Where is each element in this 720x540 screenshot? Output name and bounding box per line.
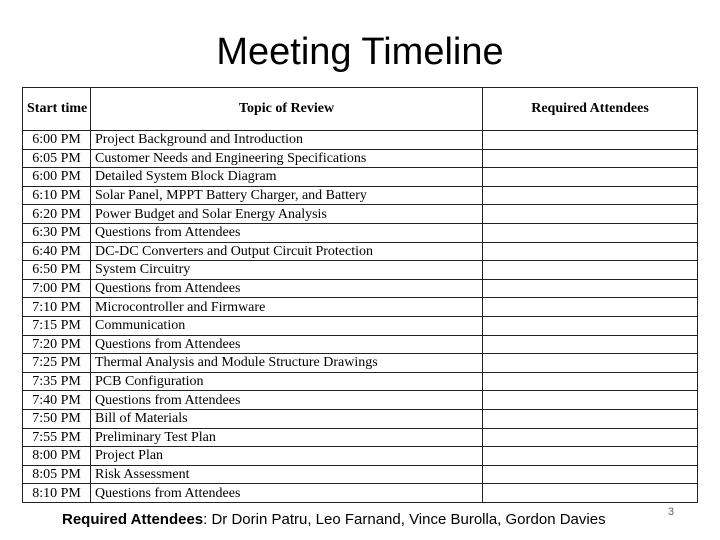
timeline-table-body [23, 131, 698, 503]
slide-title: Meeting Timeline [216, 31, 504, 73]
table-row [23, 223, 698, 242]
topic-cell: Questions from Attendees [91, 391, 483, 410]
table-header-row [23, 88, 698, 131]
table-row [23, 391, 698, 410]
attendees-cell [483, 409, 698, 428]
attendees-cell [483, 242, 698, 261]
table-row [23, 354, 698, 373]
start-time-cell: 8:10 PM [23, 484, 91, 503]
start-time-cell: 6:10 PM [23, 186, 91, 205]
table-row [23, 298, 698, 317]
table-row [23, 428, 698, 447]
required-attendees-footer [62, 510, 606, 530]
table-row [23, 409, 698, 428]
start-time-cell: 6:50 PM [23, 261, 91, 280]
header-required-attendees: Required Attendees [483, 88, 698, 131]
table-row [23, 149, 698, 168]
start-time-cell: 6:20 PM [23, 205, 91, 224]
topic-cell: Project Background and Introduction [91, 131, 483, 150]
attendees-cell [483, 186, 698, 205]
table-row [23, 186, 698, 205]
topic-cell: Questions from Attendees [91, 335, 483, 354]
attendees-cell [483, 391, 698, 410]
start-time-cell: 7:10 PM [23, 298, 91, 317]
attendees-cell [483, 335, 698, 354]
table-row [23, 372, 698, 391]
attendees-cell [483, 372, 698, 391]
table-row [23, 205, 698, 224]
attendees-cell [483, 316, 698, 335]
start-time-cell: 7:50 PM [23, 409, 91, 428]
attendees-cell [483, 131, 698, 150]
attendees-cell [483, 261, 698, 280]
start-time-cell: 7:40 PM [23, 391, 91, 410]
table-row [23, 465, 698, 484]
attendees-cell [483, 149, 698, 168]
topic-cell: Preliminary Test Plan [91, 428, 483, 447]
start-time-cell: 7:35 PM [23, 372, 91, 391]
required-attendees-label: Required Attendees [62, 511, 204, 528]
table-row [23, 316, 698, 335]
topic-cell: Microcontroller and Firmware [91, 298, 483, 317]
topic-cell: Questions from Attendees [91, 484, 483, 503]
required-attendees-names: : Dr Dorin Patru, Leo Farnand, Vince Burolla, Gordon Davies [203, 511, 606, 528]
topic-cell: Questions from Attendees [91, 279, 483, 298]
start-time-cell: 7:55 PM [23, 428, 91, 447]
table-row [23, 484, 698, 503]
table-row [23, 242, 698, 261]
topic-cell: Project Plan [91, 447, 483, 466]
attendees-cell [483, 298, 698, 317]
topic-cell: Solar Panel, MPPT Battery Charger, and Battery [91, 186, 483, 205]
topic-cell: DC-DC Converters and Output Circuit Protection [91, 242, 483, 261]
attendees-cell [483, 428, 698, 447]
topic-cell: Thermal Analysis and Module Structure Drawings [91, 354, 483, 373]
start-time-cell: 7:20 PM [23, 335, 91, 354]
attendees-cell [483, 279, 698, 298]
start-time-cell: 8:05 PM [23, 465, 91, 484]
table-row [23, 168, 698, 187]
topic-cell: Power Budget and Solar Energy Analysis [91, 205, 483, 224]
start-time-cell: 6:00 PM [23, 131, 91, 150]
attendees-cell [483, 168, 698, 187]
start-time-cell: 7:25 PM [23, 354, 91, 373]
attendees-cell [483, 354, 698, 373]
topic-cell: PCB Configuration [91, 372, 483, 391]
attendees-cell [483, 223, 698, 242]
header-topic-of-review: Topic of Review [91, 88, 483, 131]
topic-cell: Questions from Attendees [91, 223, 483, 242]
start-time-cell: 6:40 PM [23, 242, 91, 261]
header-start-time: Start time [23, 88, 91, 131]
start-time-cell: 6:00 PM [23, 168, 91, 187]
table-row [23, 279, 698, 298]
attendees-cell [483, 205, 698, 224]
table-row [23, 447, 698, 466]
start-time-cell: 6:05 PM [23, 149, 91, 168]
table-row [23, 335, 698, 354]
attendees-cell [483, 465, 698, 484]
table-row [23, 261, 698, 280]
start-time-cell: 7:15 PM [23, 316, 91, 335]
topic-cell: Customer Needs and Engineering Specifications [91, 149, 483, 168]
start-time-cell: 8:00 PM [23, 447, 91, 466]
topic-cell: Bill of Materials [91, 409, 483, 428]
meeting-timeline-table [22, 87, 698, 503]
topic-cell: Communication [91, 316, 483, 335]
topic-cell: System Circuitry [91, 261, 483, 280]
topic-cell: Risk Assessment [91, 465, 483, 484]
attendees-cell [483, 447, 698, 466]
topic-cell: Detailed System Block Diagram [91, 168, 483, 187]
start-time-cell: 7:00 PM [23, 279, 91, 298]
attendees-cell [483, 484, 698, 503]
page-number: 3 [668, 506, 675, 518]
table-row [23, 131, 698, 150]
start-time-cell: 6:30 PM [23, 223, 91, 242]
